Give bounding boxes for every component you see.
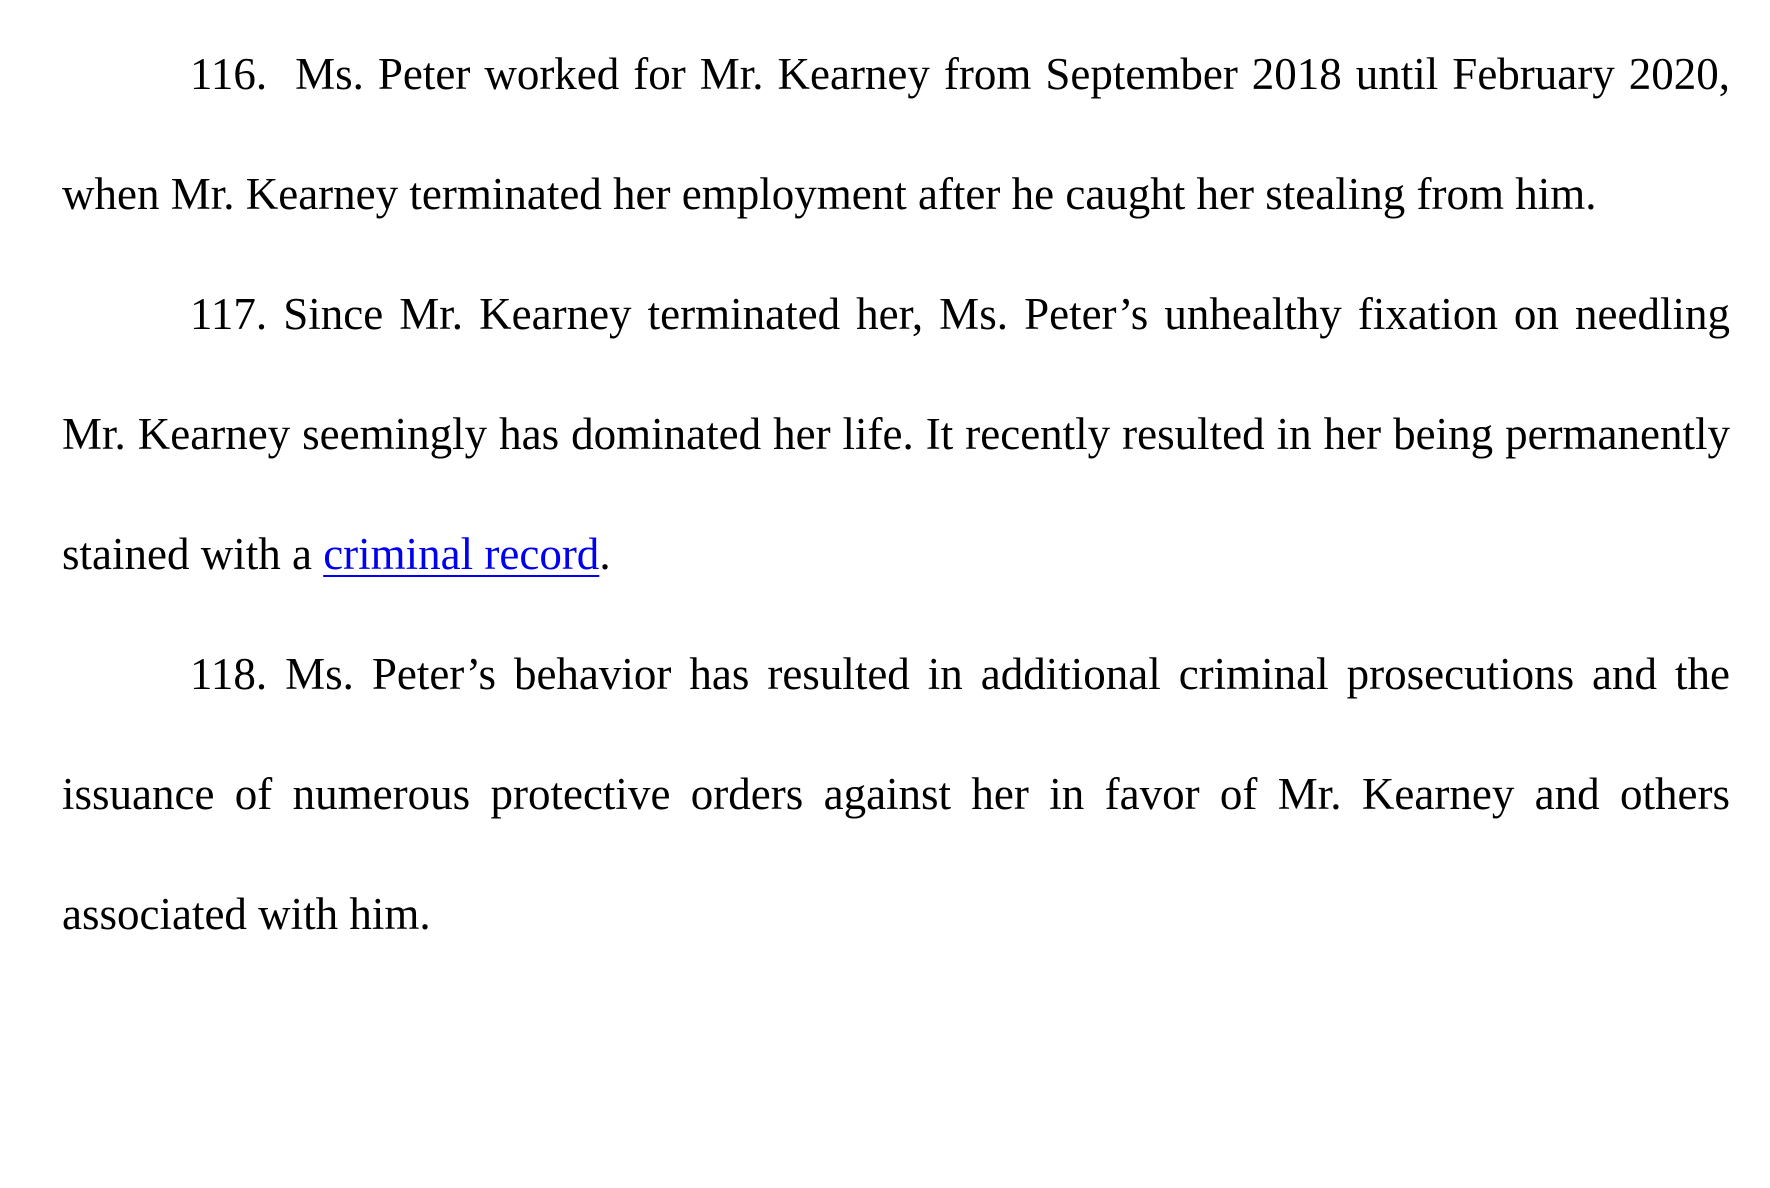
- paragraph-116: [62, 14, 1730, 254]
- paragraph-number: 116.: [190, 49, 268, 99]
- paragraph-text: Ms. Peter worked for Mr. Kearney from September 2018 until February 2020, when Mr. Kearney terminated her employment after he caught her stealing from him.: [62, 49, 1730, 219]
- paragraph-118: [62, 614, 1730, 974]
- paragraph-text-end: .: [599, 529, 611, 579]
- paragraph-text: Ms. Peter’s behavior has resulted in additional criminal prosecutions and the issuance of numerous protective orders against her in favor of Mr. Kearney and others associated with him.: [62, 649, 1730, 939]
- paragraph-number: 118.: [190, 649, 268, 699]
- paragraph-text: Since Mr. Kearney terminated her, Ms. Peter’s unhealthy fixation on needling Mr. Kearney seemingly has dominated her life. It recently resulted in her being permanently stained with a: [62, 289, 1730, 579]
- paragraph-number: 117.: [190, 289, 268, 339]
- document-page: [62, 14, 1730, 974]
- criminal-record-link[interactable]: criminal record: [323, 529, 600, 579]
- paragraph-117: [62, 254, 1730, 614]
